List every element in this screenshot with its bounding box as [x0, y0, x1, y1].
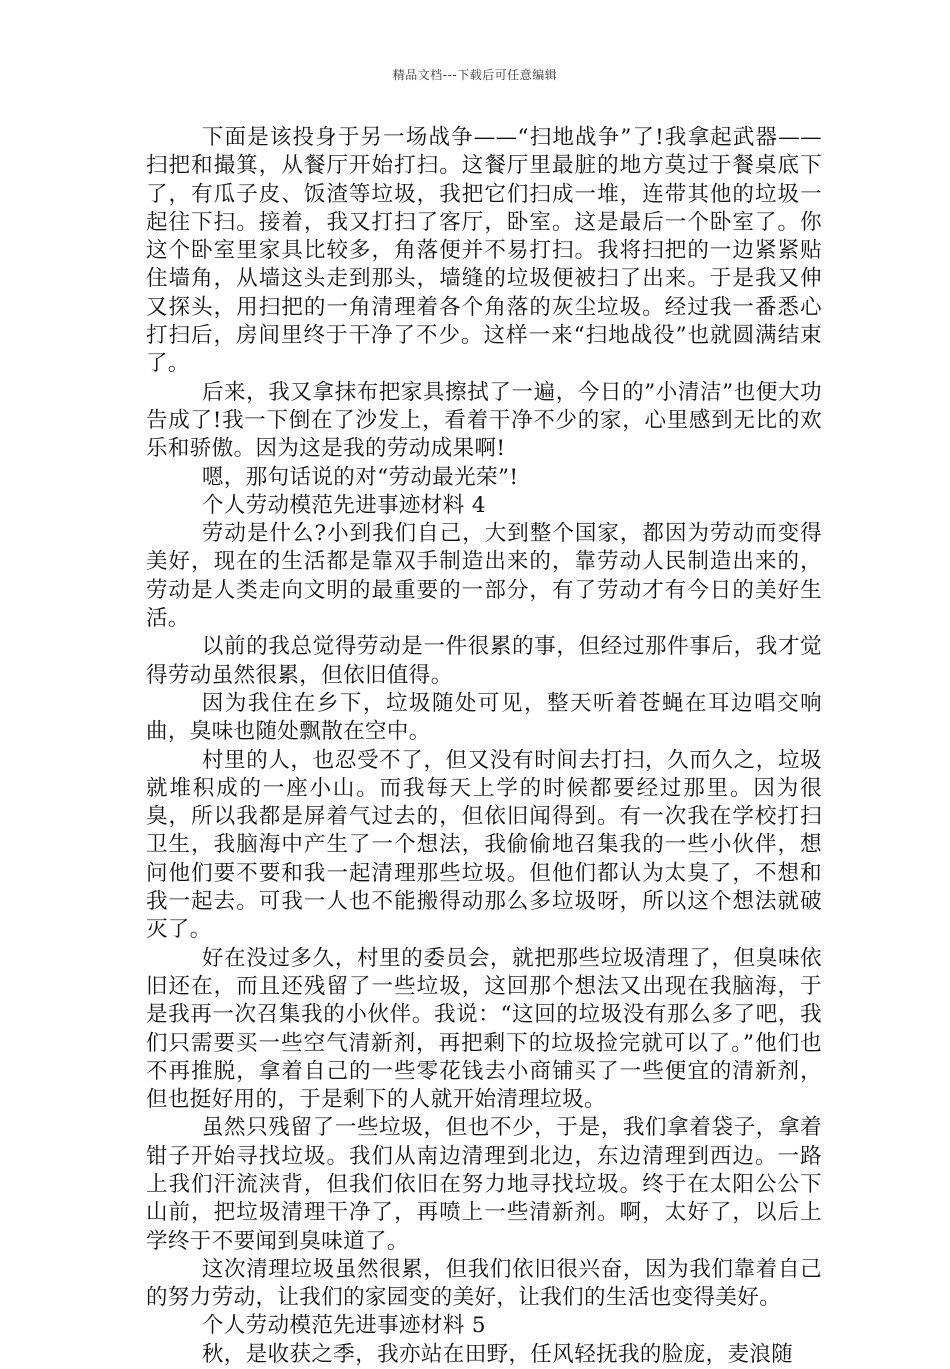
document-body [146, 124, 822, 1369]
paragraph: 嗯，那句话说的对“劳动最光荣”! [201, 464, 519, 490]
paragraph: 后来，我又拿抹布把家具擦拭了一遍，今日的”小清洁”也便大功告成了!我一下倒在了沙发上，看着干净不少的家，心里感到无比的欢乐和骄傲。因为这是我的劳动成果啊! [146, 379, 822, 462]
paragraph: 因为我住在乡下，垃圾随处可见，整天听着苍蝇在耳边唱交响曲，臭味也随处飘散在空中。 [146, 690, 822, 745]
paragraph: 好在没过多久，村里的委员会，就把那些垃圾清理了，但臭味依旧还在，而且还残留了一些垃圾，这回那个想法又出现在我脑海，于是我再一次召集我的小伙伴。我说：“这回的垃圾没有那么多了吧，我们只需要买一些空气清新剂，再把剩下的垃圾捡完就可以了。”他们也不再推脱，拿着自己的一些零花钱去小商铺买了一些便宜的清新剂，但也挺好用的，于是剩下的人就开始清理垃圾。 [146, 945, 822, 1113]
section-heading: 个人劳动模范先进事迹材料 5 [201, 1313, 487, 1339]
paragraph: 村里的人，也忍受不了，但又没有时间去打扫，久而久之，垃圾就堆积成的一座小山。而我每天上学的时候都要经过那里。因为很臭，所以我都是屏着气过去的，但依旧闻得到。有一次我在学校打扫卫生，我脑海中产生了一个想法，我偷偷地召集我的一些小伙伴，想问他们要不要和我一起清理那些垃圾。但他们都认为太臭了，不想和我一起去。可我一人也不能搬得动那么多垃圾呀，所以这个想法就破灭了。 [146, 747, 822, 943]
paragraph: 虽然只残留了一些垃圾，但也不少，于是，我们拿着袋子，拿着钳子开始寻找垃圾。我们从南边清理到北边，东边清理到西边。一路上我们汗流浃背，但我们依旧在努力地寻找垃圾。终于在太阳公公下山前，把垃圾清理干净了，再喷上一些清新剂。啊，太好了，以后上学终于不要闻到臭味道了。 [146, 1115, 822, 1254]
paragraph: 这次清理垃圾虽然很累，但我们依旧很兴奋，因为我们靠着自己的努力劳动，让我们的家园变的美好，让我们的生活也变得美好。 [146, 1256, 822, 1311]
paragraph: 下面是该投身于另一场战争——“扫地战争”了!我拿起武器——扫把和撮箕，从餐厅开始打扫。这餐厅里最脏的地方莫过于餐桌底下了，有瓜子皮、饭渣等垃圾，我把它们扫成一堆，连带其他的垃圾一起往下扫。接着，我又打扫了客厅，卧室。这是最后一个卧室了。你这个卧室里家具比较多，角落便并不易打扫。我将扫把的一边紧紧贴住墙角，从墙这头走到那头，墙缝的垃圾便被扫了出来。于是我又伸又探头，用扫把的一角清理着各个角落的灰尘垃圾。经过我一番悉心打扫后，房间里终于干净了不少。这样一来“扫地战役”也就圆满结束了。 [146, 125, 822, 377]
page-header: 精品文档---下载后可任意编辑 [392, 68, 558, 82]
paragraph: 劳动是什么?小到我们自己，大到整个国家，都因为劳动而变得美好，现在的生活都是靠双手制造出来的，靠劳动人民制造出来的，劳动是人类走向文明的最重要的一部分，有了劳动才有今日的美好生活。 [146, 521, 822, 632]
paragraph: 秋，是收获之季，我亦站在田野，任风轻抚我的脸庞，麦浪随 [201, 1341, 794, 1367]
paragraph: 以前的我总觉得劳动是一件很累的事，但经过那件事后，我才觉得劳动虽然很累，但依旧值得。 [146, 634, 822, 688]
section-heading: 个人劳动模范先进事迹材料 4 [201, 492, 487, 518]
